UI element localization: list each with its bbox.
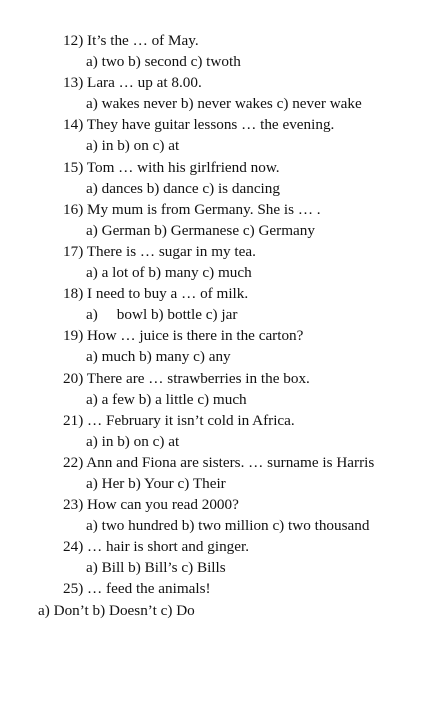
question-25 <box>0 578 427 620</box>
answer-options: a) much b) many c) any <box>86 348 231 366</box>
question-12 <box>0 30 427 72</box>
question-19 <box>0 325 427 367</box>
question-stem: 20) There are … strawberries in the box. <box>63 369 310 387</box>
answer-options: a) German b) Germanese c) Germany <box>86 221 315 239</box>
question-stem: 21) … February it isn’t cold in Africa. <box>63 411 295 429</box>
question-stem: 12) It’s the … of May. <box>63 32 199 49</box>
question-stem: 13) Lara … up at 8.00. <box>63 74 202 92</box>
question-stem: 19) How … juice is there in the carton? <box>63 327 304 345</box>
question-stem: 14) They have guitar lessons … the evening. <box>63 116 335 134</box>
question-23 <box>0 494 427 536</box>
answer-options: a) Don’t b) Doesn’t c) Do <box>38 601 195 619</box>
question-stem: 23) How can you read 2000? <box>63 496 239 514</box>
answer-options: a) Bill b) Bill’s c) Bills <box>86 559 226 577</box>
question-14 <box>0 114 427 156</box>
question-stem: 18) I need to buy a … of milk. <box>63 285 249 303</box>
worksheet <box>0 30 427 621</box>
question-15 <box>0 157 427 199</box>
question-17 <box>0 241 427 283</box>
question-stem: 16) My mum is from Germany. She is … . <box>63 200 321 218</box>
answer-options: a) wakes never b) never wakes c) never wake <box>86 95 362 113</box>
answer-options: a) dances b) dance c) is dancing <box>86 179 280 197</box>
answer-options: a) a few b) a little c) much <box>86 390 247 408</box>
answer-options: a) two hundred b) two million c) two thousand <box>86 517 370 535</box>
question-stem: 15) Tom … with his girlfriend now. <box>63 158 280 176</box>
question-18 <box>0 283 427 325</box>
answer-options: a) bowl b) bottle c) jar <box>86 306 238 324</box>
question-16 <box>0 199 427 241</box>
answer-options: a) in b) on c) at <box>86 432 180 450</box>
question-20 <box>0 368 427 410</box>
question-24 <box>0 536 427 578</box>
question-stem: 24) … hair is short and ginger. <box>63 538 250 556</box>
question-13 <box>0 72 427 114</box>
answer-options: a) in b) on c) at <box>86 137 180 155</box>
question-stem: 25) … feed the animals! <box>63 580 211 598</box>
answer-options: a) two b) second c) twoth <box>86 53 241 71</box>
question-stem: 22) Ann and Fiona are sisters. … surname is Harris <box>63 453 375 471</box>
answer-options: a) a lot of b) many c) much <box>86 264 252 282</box>
question-22 <box>0 452 427 494</box>
question-21 <box>0 410 427 452</box>
answer-options: a) Her b) Your c) Their <box>86 474 226 492</box>
question-stem: 17) There is … sugar in my tea. <box>63 242 256 260</box>
